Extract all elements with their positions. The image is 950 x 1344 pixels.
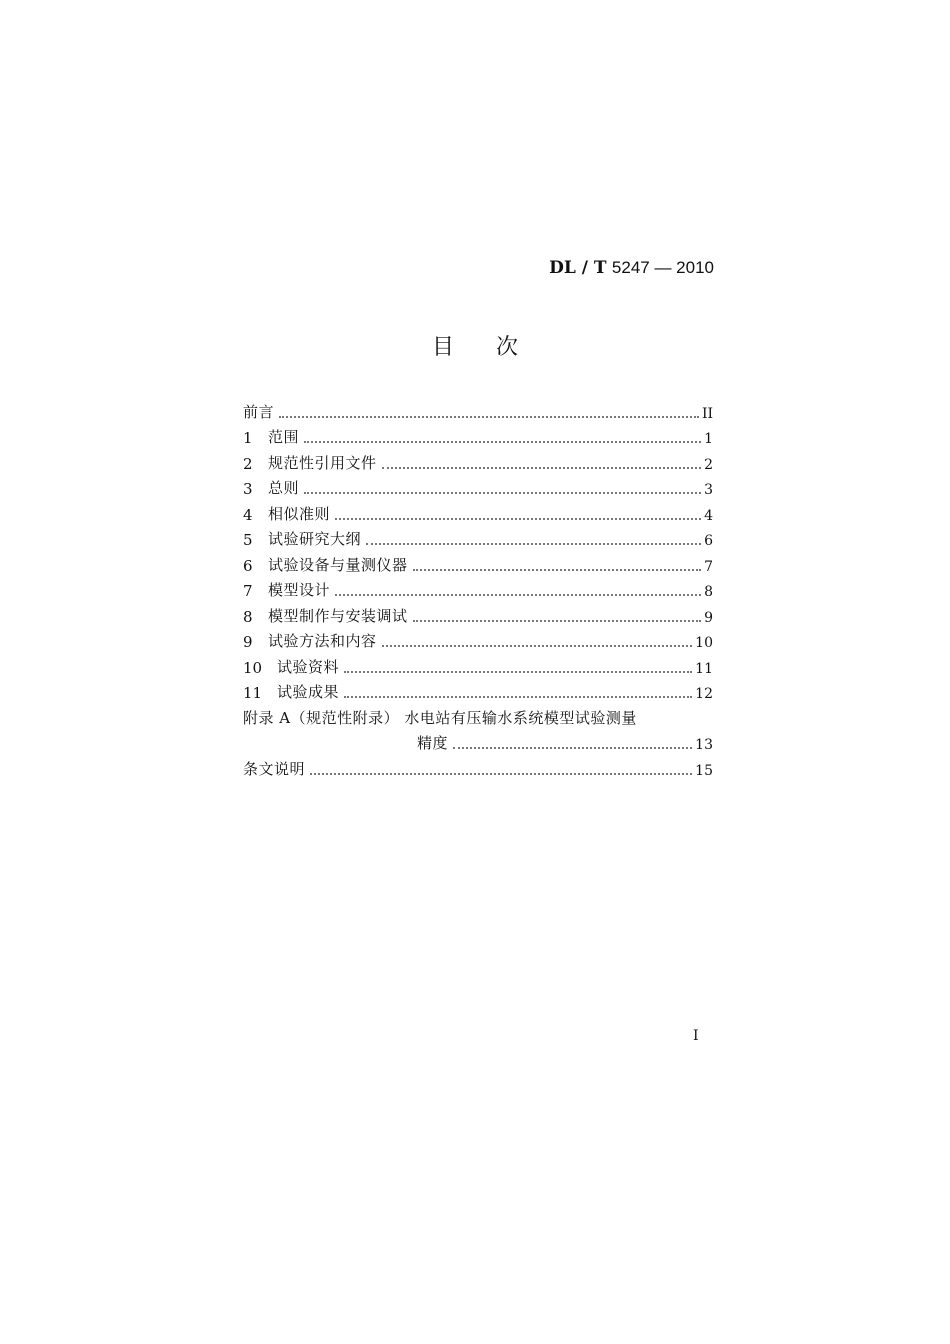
toc-entry-number: 7 [243,582,253,600]
toc-entry-title: 模型制作与安装调试 [268,606,408,625]
toc-entry-number: 2 [243,454,253,473]
toc-entry-number: 3 [243,480,253,498]
toc-entry-title: 试验方法和内容 [268,632,377,650]
toc-entry-number: 10 [243,658,263,677]
toc-entry[interactable] [243,498,713,524]
toc-entry-title: 试验成果 [277,683,340,701]
toc-entry-page: 8 [704,584,713,600]
standard-code-prefix: DL / T [549,258,607,278]
toc-entry-title: 范围 [268,428,300,446]
toc-entry-page: 6 [704,533,713,549]
toc-entry[interactable] [243,524,713,550]
toc-entry-page: 2 [704,456,713,473]
toc-entry-page: II [701,405,713,422]
toc-entry[interactable] [243,651,713,677]
toc-entry[interactable] [243,422,713,448]
toc-entry-title: 总则 [268,479,300,497]
toc-entry-page: 1 [704,431,713,447]
toc-entry[interactable] [243,447,713,473]
toc-leader-dots [304,440,701,443]
toc-entry-number: 8 [243,607,253,626]
toc-entry-page: 13 [695,737,713,753]
toc-entry-foreword[interactable] [243,396,713,422]
toc-entry[interactable] [243,600,713,626]
toc-entry[interactable] [243,677,713,703]
toc-entry-appendix-a[interactable] [243,702,713,728]
toc-leader-dots [413,619,702,622]
toc-entry[interactable] [243,549,713,575]
toc-entry-title: 条文说明 [243,759,306,778]
toc-entry-page: 7 [704,558,713,575]
toc-entry-title: 精度 [417,734,449,752]
toc-entry-number: 5 [243,531,253,549]
standard-code [549,258,714,278]
table-of-contents [243,396,713,779]
toc-heading: 目次 [431,335,560,360]
toc-leader-dots [453,746,692,749]
toc-entry-title: 模型设计 [268,581,331,599]
toc-leader-dots [335,593,701,596]
toc-leader-dots [310,772,692,775]
toc-entry-title: 规范性引用文件 [268,453,377,472]
toc-entry-page: 9 [704,609,713,626]
toc-entry-title: 试验研究大纲 [268,530,362,548]
toc-entry[interactable] [243,626,713,652]
toc-entry-page: 12 [695,686,713,702]
toc-leader-dots [344,695,692,698]
toc-leader-dots [366,542,701,545]
toc-leader-dots [382,466,702,469]
toc-entry[interactable] [243,575,713,601]
toc-entry-notes[interactable] [243,753,713,779]
standard-code-number: 5247 — 2010 [611,258,714,277]
toc-entry-number: 9 [243,633,253,651]
toc-leader-dots [335,517,701,520]
toc-entry-number: 11 [243,684,263,702]
toc-entry-number: 4 [243,505,253,524]
toc-entry-page: 10 [695,635,713,651]
toc-entry-title: 相似准则 [268,504,331,523]
toc-entry-page: 3 [704,482,713,498]
toc-leader-dots [344,670,692,673]
toc-entry-appendix-a-continued[interactable] [243,728,713,754]
toc-leader-dots [304,491,701,494]
toc-entry-title: 试验资料 [277,657,340,676]
toc-entry-page: 4 [704,507,713,524]
page-number: I [693,1028,699,1044]
toc-leader-dots [279,415,699,418]
toc-entry-number: 6 [243,556,253,575]
toc-entry-page: 15 [695,762,713,779]
toc-entry-title: 前言 [243,402,275,421]
toc-entry-title: 试验设备与量测仪器 [268,555,408,574]
toc-entry-page: 11 [695,660,713,677]
toc-leader-dots [413,568,702,571]
toc-entry-number: 1 [243,429,253,447]
toc-leader-dots [382,644,693,647]
toc-entry[interactable] [243,473,713,499]
toc-entry-title: 附录 A（规范性附录） 水电站有压输水系统模型试验测量 [243,708,637,727]
